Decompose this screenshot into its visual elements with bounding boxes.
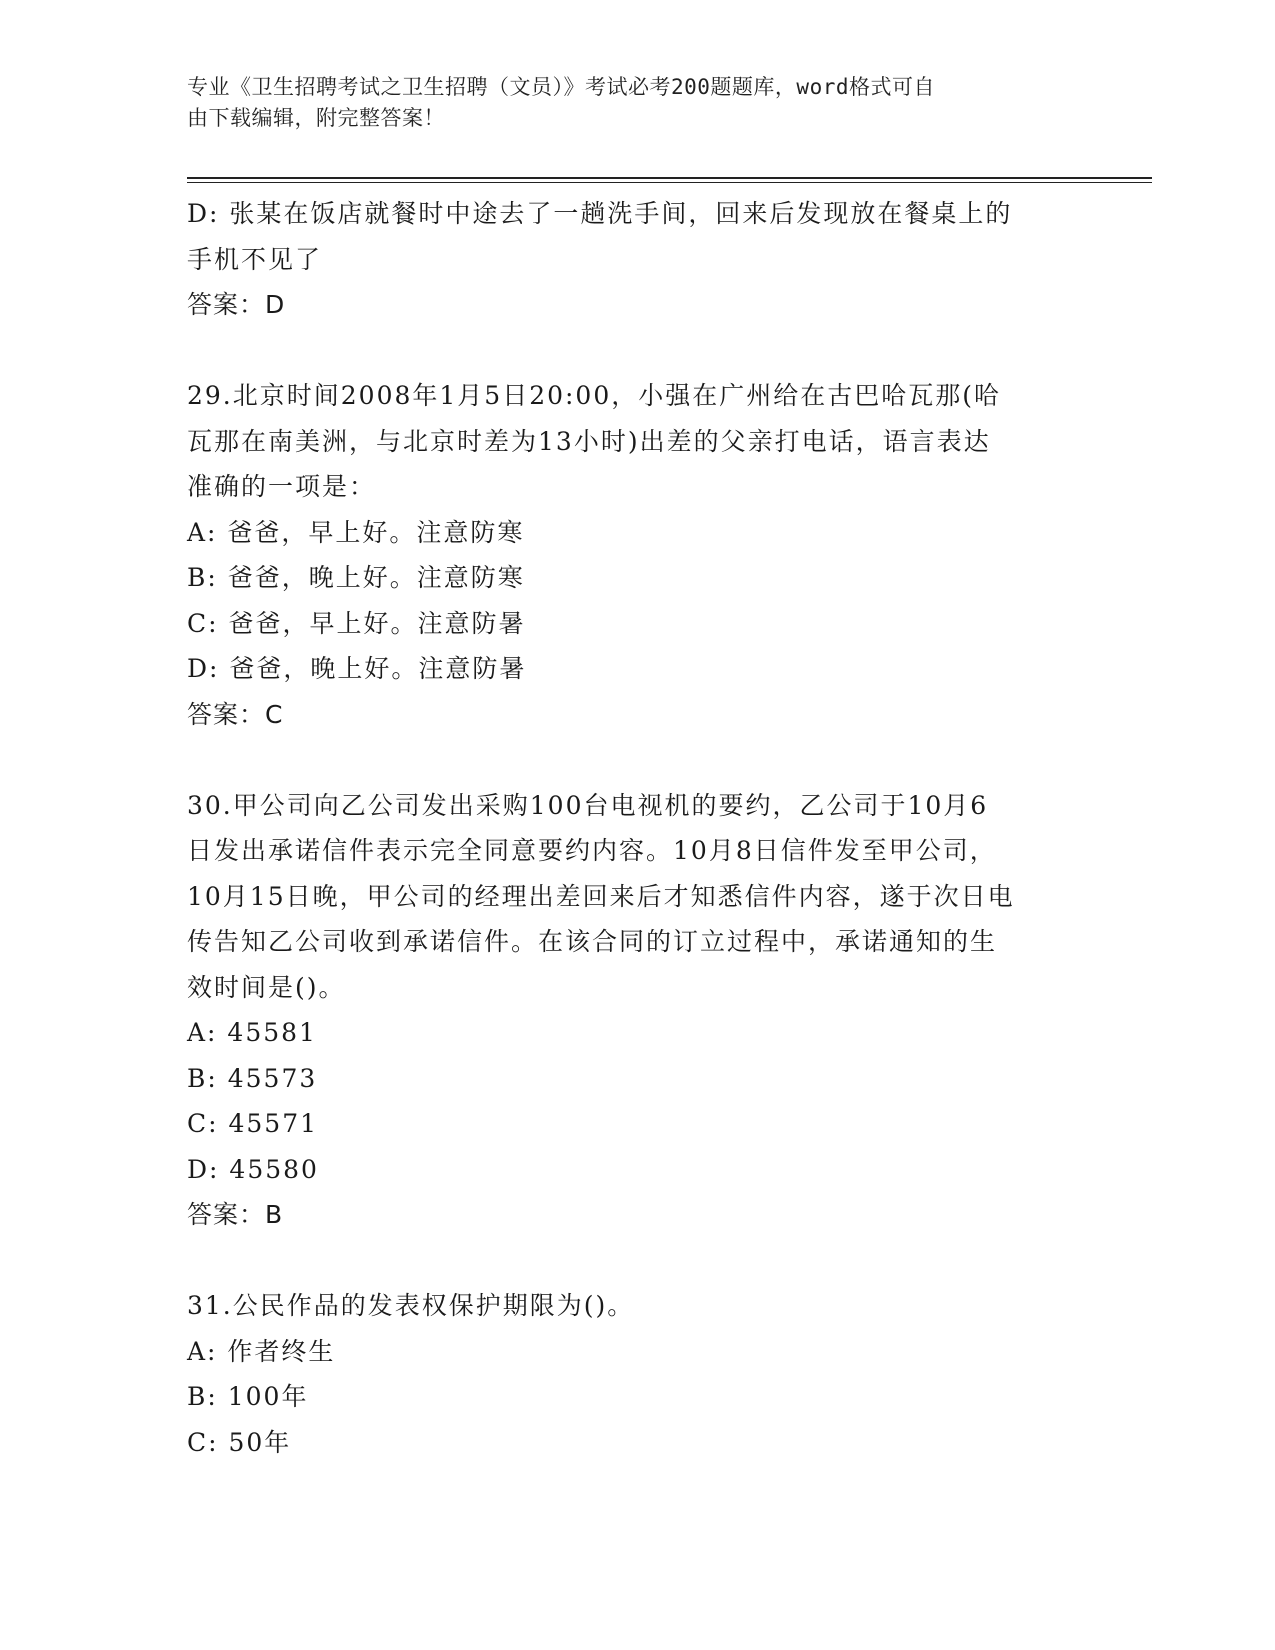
document-header [187,72,1067,134]
question-content [187,191,1087,1465]
q29-stem-line-1: 29.北京时间2008年1月5日20:00，小强在广州给在古巴哈瓦那(哈 [187,381,1001,410]
spacer [187,328,1087,374]
q29-option-a: A: 爸爸，早上好。注意防寒 [187,517,525,547]
header-divider-thin [187,182,1152,183]
q30-answer: 答案：B [187,1200,284,1229]
q28-option-d-line-1: D: 张某在饭店就餐时中途去了一趟洗手间，回来后发现放在餐桌上的 [187,199,1013,228]
q29-option-c: C: 爸爸，早上好。注意防暑 [187,608,526,638]
q29-answer: 答案：C [187,699,284,729]
q31-option-a: A: 作者终生 [187,1336,336,1366]
q30-option-b: B: 45573 [187,1063,318,1093]
spacer [187,1238,1087,1284]
q31-stem-line-1: 31.公民作品的发表权保护期限为()。 [187,1291,635,1320]
q30-option-d: D: 45580 [187,1154,319,1184]
q28-answer: 答案：D [187,290,286,319]
q30-stem-line-5: 效时间是()。 [187,972,346,1002]
q29-option-b: B: 爸爸，晚上好。注意防寒 [187,563,525,592]
header-line-2: 由下载编辑，附完整答案！ [187,106,445,130]
q31-option-b: B: 100年 [187,1382,309,1411]
q30-stem-line-4: 传告知乙公司收到承诺信件。在该合同的订立过程中，承诺通知的生 [187,927,998,956]
q30-option-c: C: 45571 [187,1109,319,1138]
q30-stem-line-1: 30.甲公司向乙公司发出采购100台电视机的要约，乙公司于10月6 [187,790,989,820]
q31-option-c: C: 50年 [187,1427,292,1457]
question-30 [187,783,1087,1238]
q29-option-d: D: 爸爸，晚上好。注意防暑 [187,654,527,683]
header-line-1: 专业《卫生招聘考试之卫生招聘（文员）》考试必考200题题库，word格式可自 [187,75,935,99]
q30-stem-line-2: 日发出承诺信件表示完全同意要约内容。10月8日信件发至甲公司， [187,836,997,865]
q29-stem-line-3: 准确的一项是： [187,472,377,501]
question-28-tail [187,191,1087,328]
question-31 [187,1283,1087,1465]
q28-option-d-line-2: 手机不见了 [187,244,323,274]
question-29 [187,373,1087,737]
q29-stem-line-2: 瓦那在南美洲，与北京时差为13小时)出差的父亲打电话，语言表达 [187,426,991,456]
q30-option-a: A: 45581 [187,1018,317,1047]
spacer [187,737,1087,783]
header-divider-thick [187,177,1152,179]
q30-stem-line-3: 10月15日晚，甲公司的经理出差回来后才知悉信件内容，遂于次日电 [187,881,1015,911]
